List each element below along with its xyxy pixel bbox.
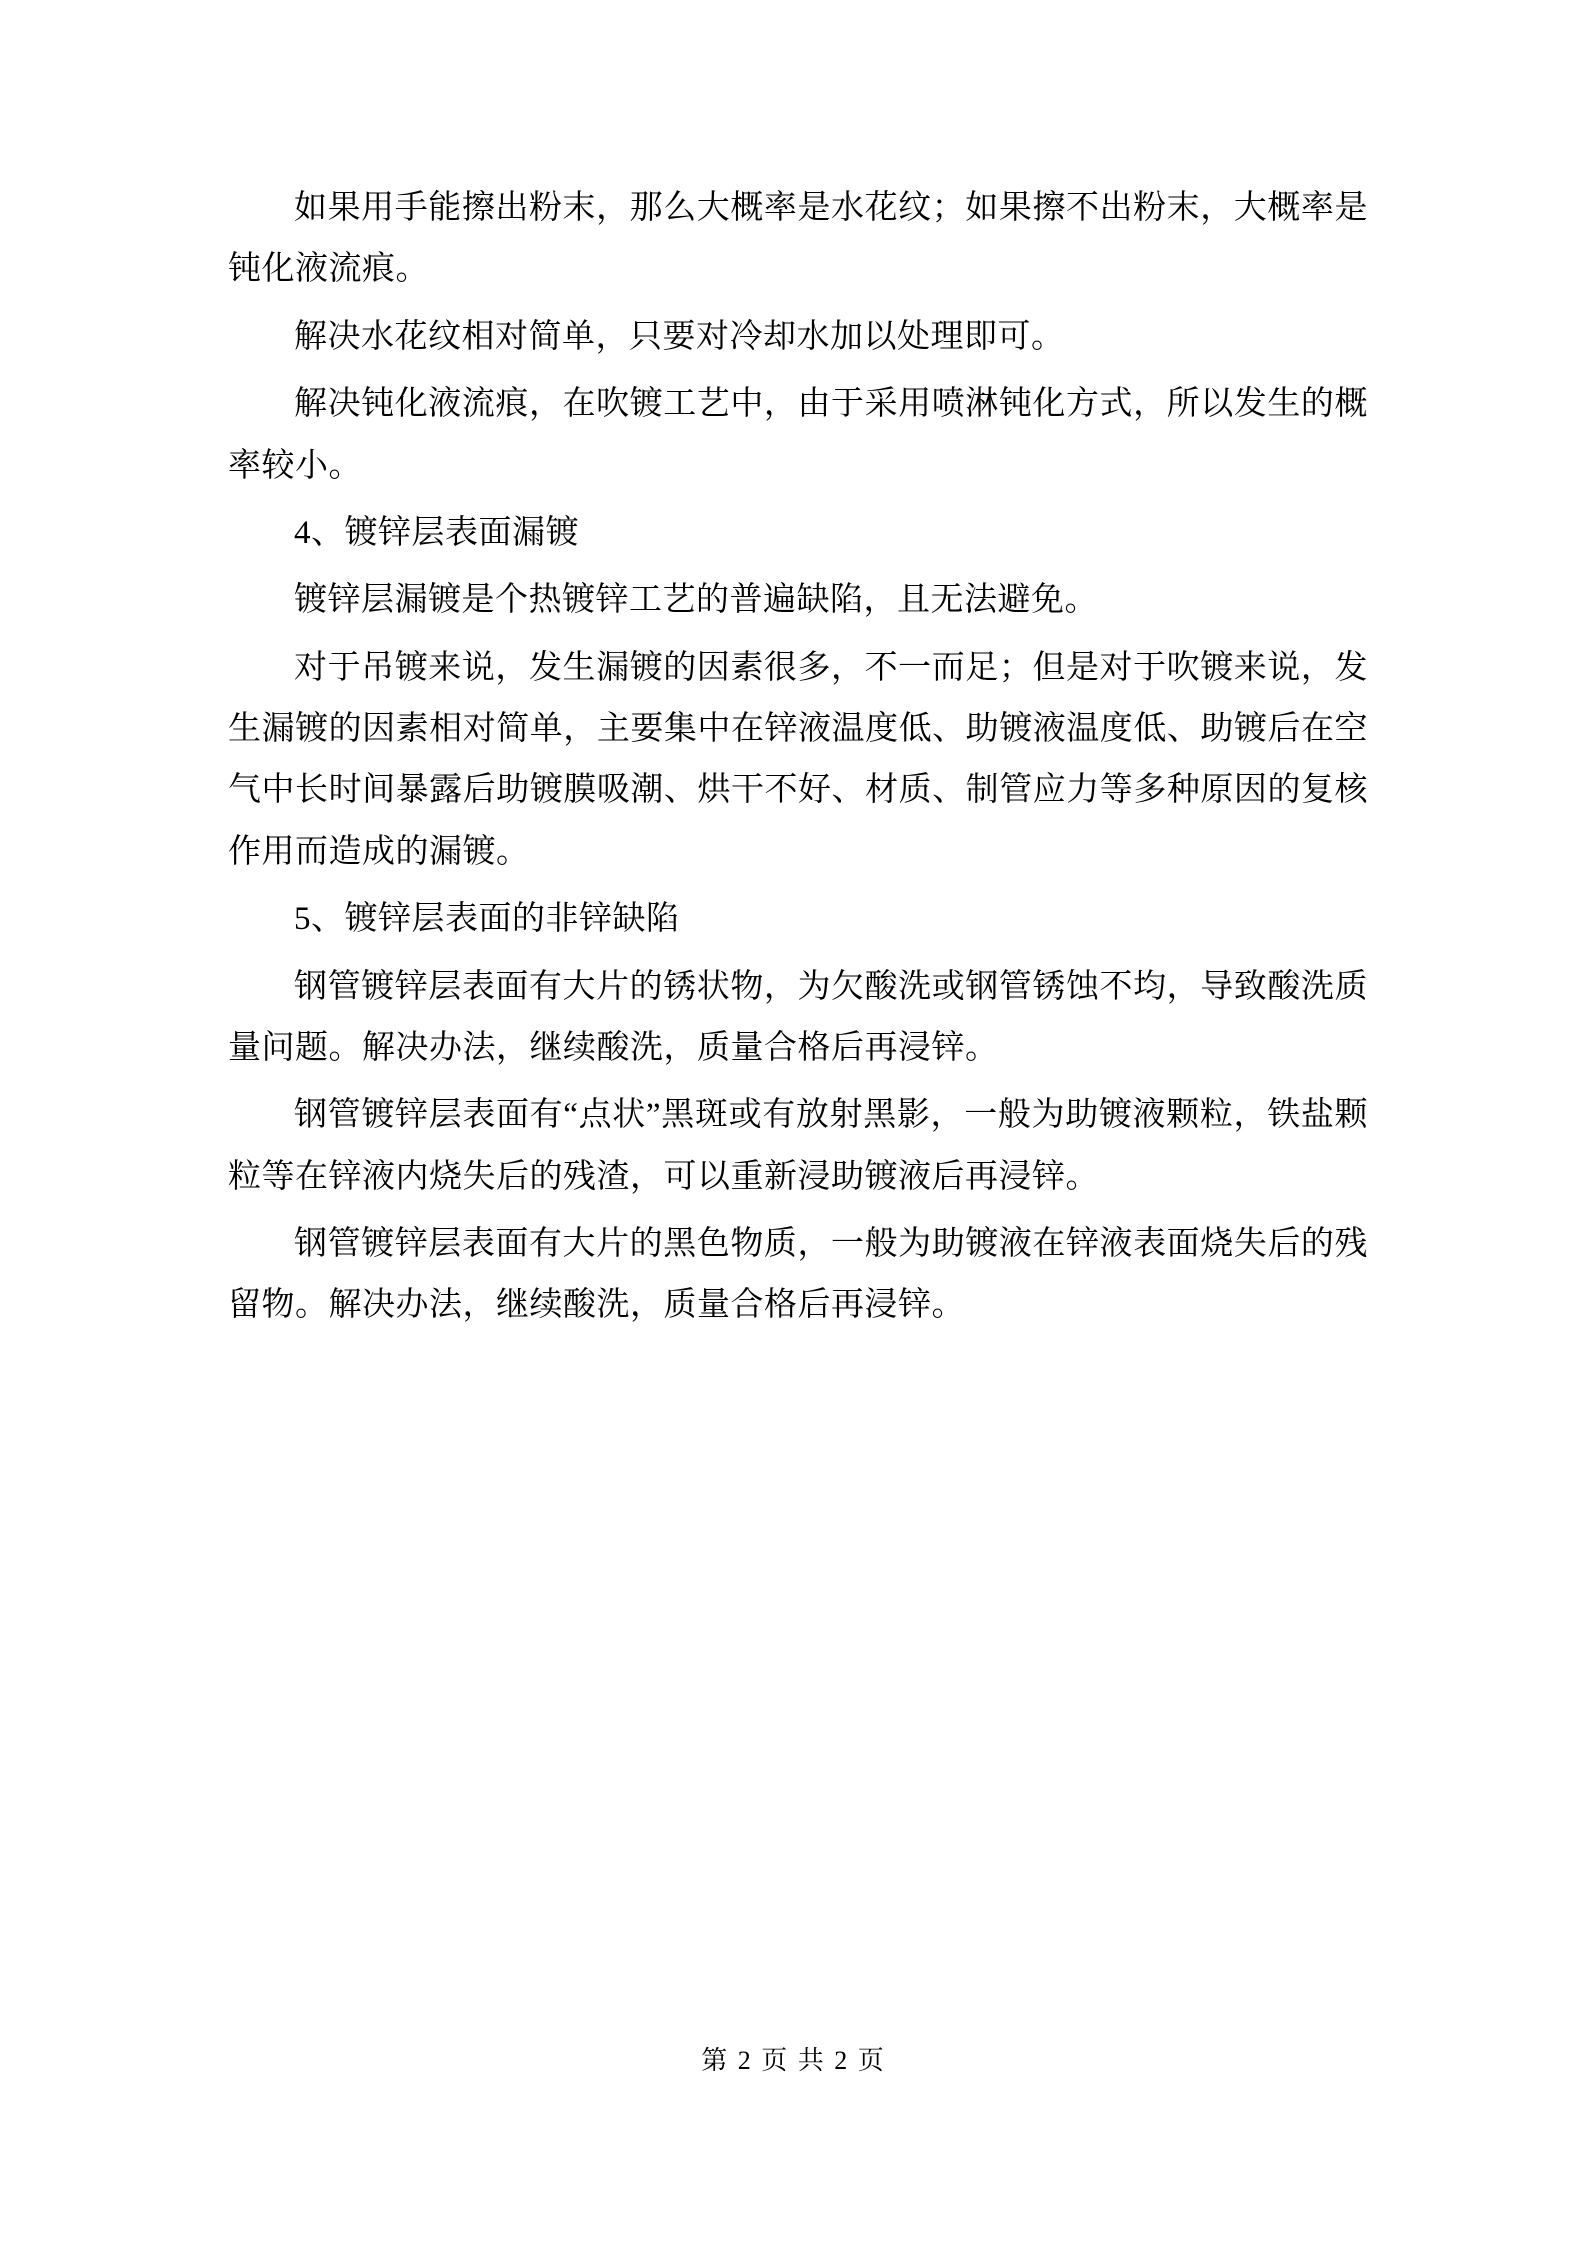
- section-heading: 4、镀锌层表面漏镀: [294, 514, 579, 551]
- paragraph: 钢管镀锌层表面有大片的黑色物质，一般为助镀液在锌液表面烧失后的残留物。解决办法，继续酸洗，质量合格后再浸锌。: [228, 1226, 1368, 1324]
- paragraph: 钢管镀锌层表面有大片的锈状物，为欠酸洗或钢管锈蚀不均，导致酸洗质量问题。解决办法，继续酸洗，质量合格后再浸锌。: [228, 968, 1368, 1066]
- paragraph: 如果用手能擦出粉末，那么大概率是水花纹；如果擦不出粉末，大概率是钝化液流痕。: [228, 190, 1368, 288]
- paragraph: 镀锌层漏镀是个热镀锌工艺的普遍缺陷，且无法避免。: [294, 582, 1098, 619]
- paragraph: 解决水花纹相对简单，只要对冷却水加以处理即可。: [294, 318, 1065, 355]
- page-footer: 第 2 页 共 2 页: [701, 2046, 886, 2075]
- paragraph: 对于吊镀来说，发生漏镀的因素很多，不一而足；但是对于吹镀来说，发生漏镀的因素相对简单，主要集中在锌液温度低、助镀液温度低、助镀后在空气中长时间暴露后助镀膜吸潮、烘干不好、材质、制管应力等多种原因的复核作用而造成的漏镀。: [228, 649, 1368, 870]
- paragraph: 解决钝化液流痕，在吹镀工艺中，由于采用喷淋钝化方式，所以发生的概率较小。: [228, 386, 1368, 484]
- document-body: [228, 178, 1368, 1343]
- paragraph: 钢管镀锌层表面有“点状”黑斑或有放射黑影，一般为助镀液颗粒，铁盐颗粒等在锌液内烧失后的残渣，可以重新浸助镀液后再浸锌。: [228, 1097, 1368, 1195]
- section-heading: 5、镀锌层表面的非锌缺陷: [294, 901, 680, 938]
